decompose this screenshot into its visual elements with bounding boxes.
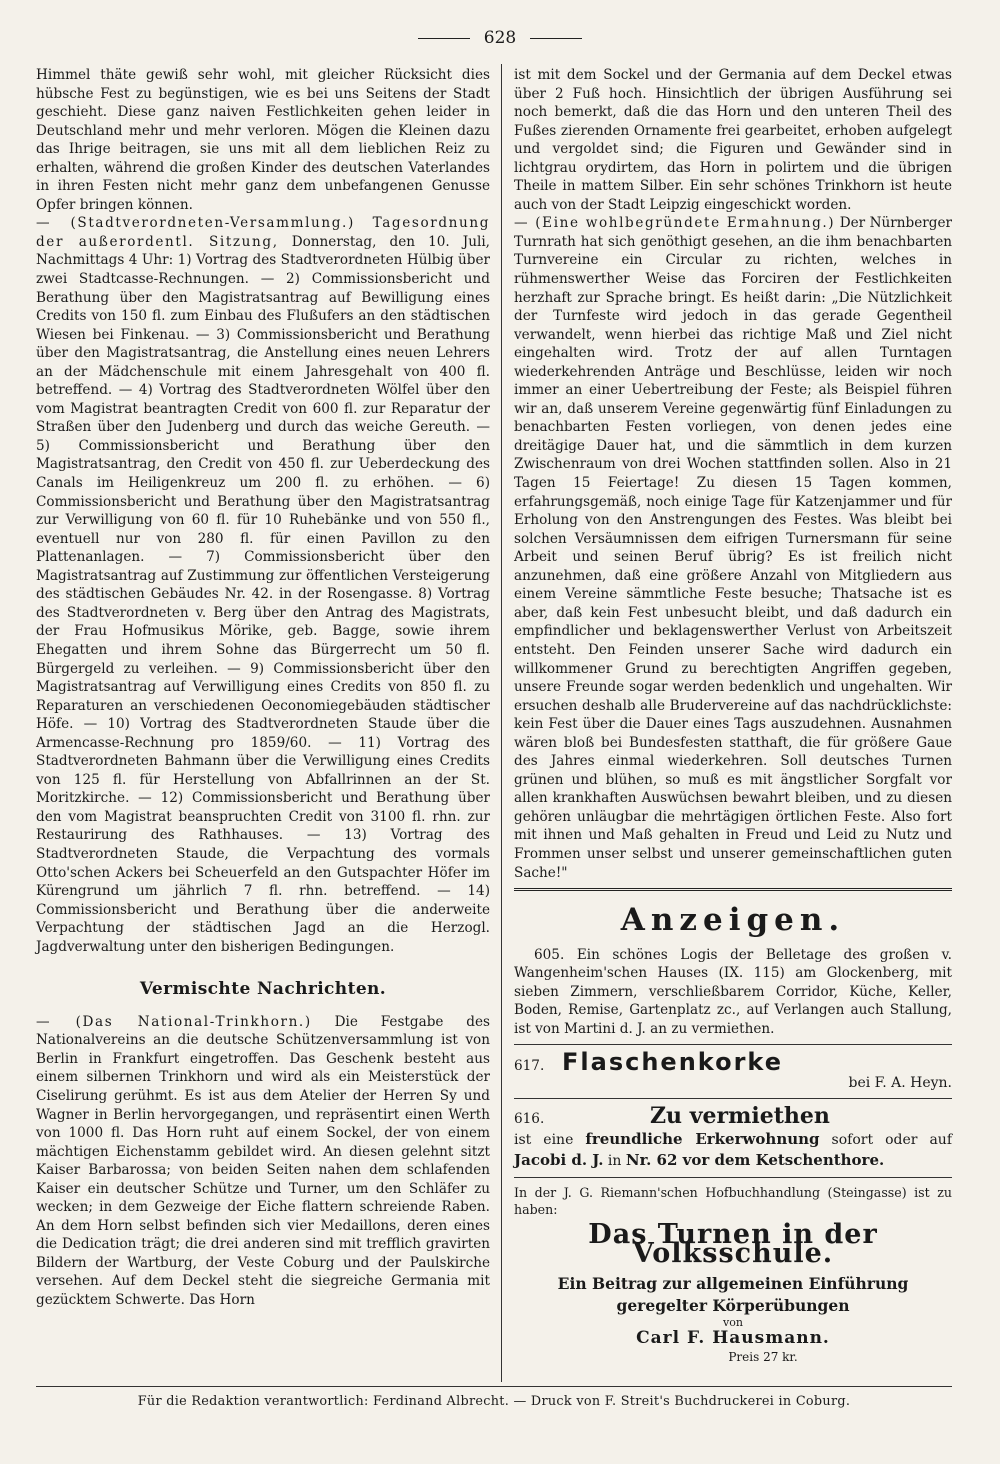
ad-616-text-f: Nr. 62 vor dem Ketschenthore. [625,1150,885,1169]
ad-616-text-c: sofort oder auf [831,1131,953,1148]
miscellaneous-news-heading: Vermischte Nachrichten. [139,979,387,1000]
book-by: von [723,1316,743,1330]
city-council-lead: — (Stadtverordneten-Versammlung.) [36,215,355,232]
book-title: Das Turnen in der Volksschule. [588,1218,878,1269]
ad-616-text [514,1129,952,1171]
ad-617-vendor: bei F. A. Heyn. [848,1074,952,1091]
children-festival-paragraph: Himmel thäte gewiß sehr wohl, mit gleicher Rücksicht dies hübsche Fest zu begünstigen, wie es bei uns Seitens der Stadt geschieht. Diese ganz naiven Festlichkeiten gehen leider in Deutschland mehr und mehr verloren. Mögen die Kleinen dazu das Ihrige beitragen, sie uns mit all dem lieblichen Reiz zu erhalten, während die großen Kinder des deutschen Vaterlandes in ihren Festen nicht mehr ganz dem unbefangenen Genusse Opfer bringen können. [36,67,490,213]
ad-separator-rule-2 [514,1098,952,1099]
advertisements-heading: Anzeigen. [620,902,846,939]
ads-separator-rule [514,888,952,891]
header-dash-left [418,38,470,39]
ad-617 [514,1048,952,1092]
ad-616-text-a: ist eine [514,1131,574,1148]
city-council-agenda: Donnerstag, den 10. Juli, Nachmittags 4 Uhr: 1) Vortrag des Stadtverordneten Hülbig über zwei Stadtcasse-Rechnungen. — 2) Commissionsbericht und Berathung über den Magistratsantrag auf Bewilligung eines Credits von 150 fl. zum Einbau des Flußufers an den städtischen Wiesen bei Finkenau. — 3) Commissionsbericht und Berathung über den Magistratsantrag, die Anstellung eines neuen Lehrers an der Mädchenschule mit einem Jahresgehalt von 400 fl. betreffend. — 4) Vortrag des Stadtverordneten Wölfel über den vom Magistrat beantragten Credit von 600 fl. zur Reparatur der Straßen über den Judenberg und durch das weiche Gereuth. — 5) Commissionsbericht und Berathung über den Magistratsantrag, den Credit von 450 fl. zur Ueberdeckung des Canals im Heiligenkreuz um 200 fl. zu erhöhen. — 6) Commissionsbericht und Berathung über den Magistratsantrag zur Verwilligung von 60 fl. für 10 Ruhebänke und von 550 fl., eventuell nur von 280 fl. für einen Pavillon zu den Plattenanlagen. — 7) Commissionsbericht über den Magistratsantrag auf Zustimmung zur öffentlichen Versteigerung des städtischen Gebäudes Nr. 42. in der Rosengasse. 8) Vortrag des Stadtverordneten v. Berg über den Antrag des Magistrats, der Frau Hofmusikus Mörike, geb. Bagge, sowie ihrem Ehegatten und ihrem Sohne das Bürgerrecht um 50 fl. Bürgergeld zu verleihen. — 9) Commissionsbericht über den Magistratsantrag auf Verwilligung eines Credits von 850 fl. zu Reparaturen an verschiedenen Oeconomiegebäuden städtischer Höfe. — 10) Vortrag des Stadtverordneten Staude über die Armencasse-Rechnung pro 1859/60. — 11) Vortrag des Stadtverordneten Bahmann über die Verwilligung eines Credits von 125 fl. für Herstellung von Abfallrinnen an der St. Moritzkirche. — 12) Commissionsbericht und Berathung über den vom Magistrat beanspruchten Credit von 3100 fl. rhn. zur Restaurirung des Rathhauses. — 13) Vortrag des Stadtverordneten Staude, die Verpachtung des vormals Otto'schen Ackers bei Scheuerfeld an den Gutspachter Höfer im Kürengrund um jährlich 7 fl. rhn. betreffend. — 14) Commissionsbericht und Berathung über die anderweite Verpachtung der städtischen Jagd an die Herzogl. Jagdverwaltung unter den bisherigen Bedingungen. [36,233,490,955]
imprint-footer: Für die Redaktion verantwortlich: Ferdinand Albrecht. — Druck von F. Streit's Buchdruckerei in Coburg. [137,1394,851,1409]
book-price: Preis 27 kr. [728,1349,798,1364]
admonition-text: Der Nürnberger Turnrath hat sich genöthigt gesehen, an die ihm benachbarten Turnvereine ein Circular zu richten, welches in rühmenswerther Weise das Forciren der Festlichkeiten herzhaft zur Sprache bringt. Es heißt darin: „Die Nützlichkeit der Turnfeste wird jedoch in das gerade Gegentheil verwandelt, wenn hierbei das richtige Maß und Ziel nicht eingehalten wird. Trotz der auf allen Turntagen wiederkehrenden Anträge und Beschlüsse, leiden wir noch immer an einer Uebertreibung der Feste; als Beispiel führen wir an, daß unserem Vereine gegenwärtig fünf Einladungen zu benachbarten Festen vorliegen, von denen jedes eine dreitägige Dauer hat, und die sämmtlich in dem kurzen Zwischenraum von drei Wochen stattfinden sollen. Also in 21 Tagen 15 Feiertage! Zu diesen 15 Tagen kommen, erfahrungsgemäß, noch einige Tage für Katzenjammer und für Erholung von den Anstrengungen des Festes. Was bleibt bei solchen Versäumnissen dem eifrigen Turnersmann für seine Arbeit und seinen Beruf übrig? Es ist freilich nicht anzunehmen, daß eine größere Anzahl von Mitgliedern aus einem Vereine sämmtliche Feste besuche; Thatsache ist es aber, daß kein Fest unbesucht bleibt, und daß dadurch ein empfindlicher und beklagenswerther Verlust von Arbeitszeit entsteht. Den Feinden unserer Sache wird dadurch ein willkommener Grund zu berechtigten Angriffen gegeben, unsere Freunde sogar werden bedenklich und ungehalten. Wir ersuchen deshalb alle Brudervereine auf das nachdrücklichste: kein Fest über die Dauer eines Tags auszudehnen. Ausnahmen wären bloß bei Bundesfesten statthaft, die für größere Gaue des Jahres einmal wiederkehren. Soll deutsches Turnen grünen und blühen, so muß es mit ängstlicher Sorgfalt vor allen krankhaften Auswüchsen bewahrt bleiben, und zu diesen gehören unläugbar die mehrtägigen örtlichen Feste. Also fort mit ihnen und Maß gehalten in Freud und Leid zu Nutz und Frommen unser selbst und unserer gemeinschaftlichen guten Sache!" [514,215,952,881]
ad-separator-rule-1 [514,1044,952,1045]
ad-616-text-d: Jacobi d. J. [514,1150,604,1169]
column-divider [501,64,502,1382]
drinking-horn-text: Die Festgabe des Nationalvereins an die deutsche Schützenversammlung ist von Berlin in Frankfurt eingetroffen. Das Geschenk besteht aus einem silbernen Trinkhorn und wird als ein Meisterstück der Ciselirung gerühmt. Es ist aus dem Atelier der Herren Sy und Wagner in Berlin hervorgegangen, und repräsentirt einen Werth von 1000 fl. Das Horn ruht auf einem Sockel, der von einem mächtigen Eichenstamm gebildet wird. An diesen gelehnt sitzt Kaiser Barbarossa; von beiden Seiten nahen dem schlafenden Kaiser ein deutscher Schütze und Turner, um den Schläfer zu wecken; in dem Gezweige der Eiche flattern schreiende Raben. An dem Horn selbst befinden sich vier Medaillons, deren eines die Dedication trägt; die drei anderen sind mit trefflich gravirten Bildern der Wartburg, der Veste Coburg und der Paulskirche versehen. Auf dem Deckel steht die siegreiche Germania mit gezücktem Schwerte. Das Horn [36,1013,490,1308]
admonition-lead: — (Eine wohlbegründete Ermahnung.) [514,215,836,232]
admonition-paragraph [514,214,952,882]
ad-616-title: Zu vermiethen [650,1103,830,1130]
page-number: 628 [483,28,517,48]
drinking-horn-continuation: ist mit dem Sockel und der Germania auf dem Deckel etwas über 2 Fuß hoch. Hinsichtlich der übrigen Ausführung sei noch bemerkt, daß die das Horn und den unteren Theil des Fußes zierenden Ornamente frei gearbeitet, erhoben aufgelegt und vergoldet sind; die Figuren und Gewänder sind in lichtgrau orydirtem, das Horn in polirtem und die übrigen Theile in mattem Silber. Ein sehr schönes Trinkhorn ist heute auch von der Stadt Leipzig eingeschickt worden. [514,67,952,213]
ad-616-text-e: in [607,1152,622,1169]
book-author: Carl F. Hausmann. [636,1328,830,1349]
page-header [0,28,1000,48]
footer-rule [36,1386,952,1387]
ad-605-apartment: 605. Ein schönes Logis der Belletage des großen v. Wangenheim'schen Hauses (IX. 115) am Glockenberg, mit sieben Zimmern, verschließbarem Corridor, Küche, Keller, Boden, Remise, Gartenplatz zc., auf Verlangen auch Stallung, ist von Martini d. J. an zu vermiethen. [514,946,952,1037]
ad-617-number: 617. [514,1058,545,1075]
national-drinking-horn-paragraph [36,1013,490,1310]
book-subtitle: Ein Beitrag zur allgemeinen Einführung geregelter Körperübungen [557,1274,909,1316]
book-advertisement [514,1184,952,1366]
ad-616-number: 616. [514,1111,545,1128]
city-council-paragraph [36,214,490,956]
city-council-agenda-label: Tagesordnung der außerordentl. Sitzung, [36,215,490,250]
ad-616-text-b: freundliche Erkerwohnung [585,1129,820,1148]
ad-separator-rule-3 [514,1177,952,1178]
header-dash-right [530,38,582,39]
ad-617-title: Flaschenkorke [562,1048,784,1077]
drinking-horn-lead: — (Das National-Trinkhorn.) [36,1013,312,1030]
book-ad-intro: In der J. G. Riemann'schen Hofbuchhandlung (Steingasse) ist zu haben: [514,1184,952,1217]
left-column [36,66,490,1310]
right-column [514,66,952,1366]
ad-616 [514,1103,953,1171]
